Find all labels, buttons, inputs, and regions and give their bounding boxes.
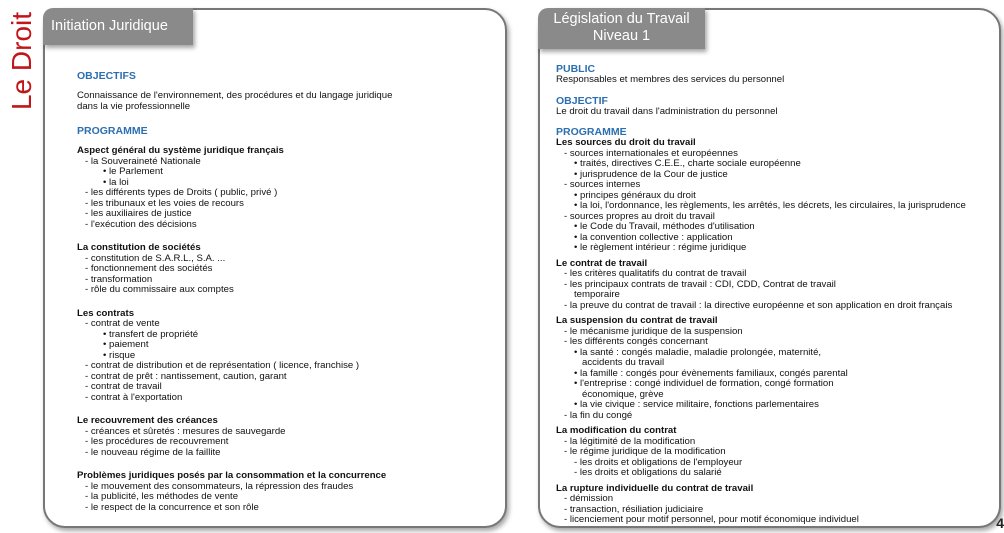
- list-item: - les droits et obligations du salarié: [574, 467, 722, 478]
- section-title: La constitution de sociétés: [77, 242, 201, 253]
- list-item: - les critères qualitatifs du contrat de travail: [564, 268, 747, 279]
- list-item: - contrat de travail: [85, 381, 162, 392]
- list-item: - transaction, résiliation judiciaire: [564, 503, 704, 515]
- list-item: • la convention collective : application: [574, 231, 733, 243]
- section-title: Le recouvrement des créances: [77, 415, 218, 426]
- section-title: Aspect général du système juridique français: [77, 145, 284, 156]
- section-title: Le contrat de travail: [556, 257, 648, 269]
- list-item: - le respect de la concurrence et son rôle: [85, 501, 259, 513]
- programme-sections: [77, 137, 497, 513]
- programme-sections: [556, 138, 992, 526]
- list-item: • jurisprudence de la Cour de justice: [574, 168, 728, 180]
- list-item: • l'entreprise : congé individuel de formation, congé formation: [574, 378, 834, 389]
- section-title: La modification du contrat: [556, 425, 677, 436]
- list-item: - le mécanisme juridique de la suspension: [564, 325, 743, 337]
- list-item: - le régime juridique de la modification: [564, 446, 726, 457]
- list-item: • le Code du Travail, méthodes d'utilisation: [574, 221, 755, 232]
- page-number: 4: [996, 515, 1004, 531]
- section-title: Les sources du droit du travail: [556, 137, 696, 148]
- list-item: • le règlement intérieur : régime juridique: [574, 242, 747, 253]
- list-item: • la famille : congés pour évènements familiaux, congés parental: [574, 367, 848, 379]
- section-title: La suspension du contrat de travail: [556, 315, 718, 326]
- list-item: - contrat de vente: [85, 318, 160, 329]
- list-item: - les différents congés concernant: [564, 336, 708, 347]
- list-item: - les principaux contrats de travail : CDI, CDD, Contrat de travail: [564, 278, 836, 290]
- list-item: - le mouvement des consommateurs, la répression des fraudes: [85, 480, 354, 492]
- list-item: - la Souveraineté Nationale: [85, 155, 201, 167]
- list-item: - la preuve du contrat de travail : la directive européenne et son application en droit français: [564, 299, 953, 311]
- card-content: [77, 70, 497, 513]
- list-item: • traités, directives C.E.E., charte sociale européenne: [574, 158, 801, 169]
- list-item: temporaire: [574, 289, 620, 300]
- list-item: • transfert de propriété: [103, 328, 199, 340]
- objectifs-heading: OBJECTIFS: [77, 70, 136, 82]
- list-item: • paiement: [103, 339, 149, 350]
- list-item: accidents du travail: [582, 357, 665, 368]
- list-item: • le Parlement: [103, 166, 163, 177]
- objectifs-line: Connaissance de l'environnement, des procédures et du langage juridique: [77, 90, 393, 101]
- list-item: - la légitimité de la modification: [564, 435, 696, 447]
- list-item: - la fin du congé: [564, 409, 633, 421]
- tab-subtitle-line: Niveau 1: [592, 28, 651, 44]
- programme-heading: PROGRAMME: [556, 126, 627, 138]
- list-item: • la vie civique : service militaire, fonctions parlementaires: [574, 399, 819, 410]
- list-item: - contrat à l'exportation: [85, 391, 183, 403]
- card-tab-title: [538, 8, 705, 49]
- list-item: - constitution de S.A.R.L., S.A. ...: [85, 252, 226, 264]
- list-item: - contrat de prêt : nantissement, caution, garant: [85, 370, 287, 382]
- list-item: - les tribunaux et les voies de recours: [85, 197, 244, 209]
- list-item: - les droits et obligations de l'employeur: [574, 456, 743, 468]
- list-item: - les auxiliaires de justice: [85, 208, 192, 219]
- public-heading: PUBLIC: [556, 63, 596, 75]
- tab-title-line: Législation du Travail: [553, 11, 690, 27]
- list-item: • la santé : congés maladie, maladie prolongée, maternité,: [574, 346, 822, 358]
- objectif-text: Le droit du travail dans l'administration du personnel: [556, 105, 778, 117]
- list-item: - contrat de distribution et de représentation ( licence, franchise ): [85, 360, 360, 371]
- legislation-travail-card: [538, 8, 1001, 528]
- card-tab-title: Initiation Juridique: [43, 8, 193, 45]
- list-item: - sources internes: [564, 179, 641, 190]
- list-item: - transformation: [85, 273, 153, 285]
- objectifs-line: dans la vie professionnelle: [77, 100, 191, 112]
- section-title: La rupture individuelle du contrat de travail: [556, 482, 754, 494]
- list-item: • la loi: [103, 176, 129, 188]
- list-item: • la loi, l'ordonnance, les règlements, les arrêtés, les décrets, les circulaires, la jurisprudence: [574, 200, 966, 211]
- side-title: [4, 6, 40, 116]
- objectif-heading: OBJECTIF: [556, 94, 608, 107]
- programme-heading: PROGRAMME: [77, 125, 148, 137]
- list-item: - démission: [564, 493, 614, 504]
- initiation-juridique-card: [43, 8, 507, 528]
- list-item: - la publicité, les méthodes de vente: [85, 491, 239, 502]
- list-item: économique, grève: [582, 388, 664, 400]
- side-title-text: Le Droit: [6, 11, 37, 111]
- list-item: • principes généraux du droit: [574, 189, 696, 201]
- list-item: - fonctionnement des sociétés: [85, 263, 213, 274]
- list-item: - rôle du commissaire aux comptes: [85, 284, 234, 295]
- section-title: Les contrats: [77, 307, 135, 319]
- list-item: - l'exécution des décisions: [85, 218, 197, 230]
- list-item: • risque: [103, 349, 136, 361]
- list-item: - les procédures de recouvrement: [85, 436, 229, 447]
- list-item: - les différents types de Droits ( public, privé ): [85, 187, 278, 198]
- list-item: - le nouveau régime de la faillite: [85, 446, 221, 458]
- list-item: - créances et sûretés : mesures de sauvegarde: [85, 425, 286, 437]
- section-title: Problèmes juridiques posés par la consommation et la concurrence: [77, 470, 387, 481]
- list-item: - licenciement pour motif personnel, pour motif économique individuel: [564, 514, 859, 525]
- list-item: - sources internationales et européennes: [564, 147, 738, 159]
- public-text: Responsables et membres des services du personnel: [556, 74, 785, 85]
- card-content: [556, 63, 992, 526]
- list-item: - sources propres au droit du travail: [564, 210, 715, 222]
